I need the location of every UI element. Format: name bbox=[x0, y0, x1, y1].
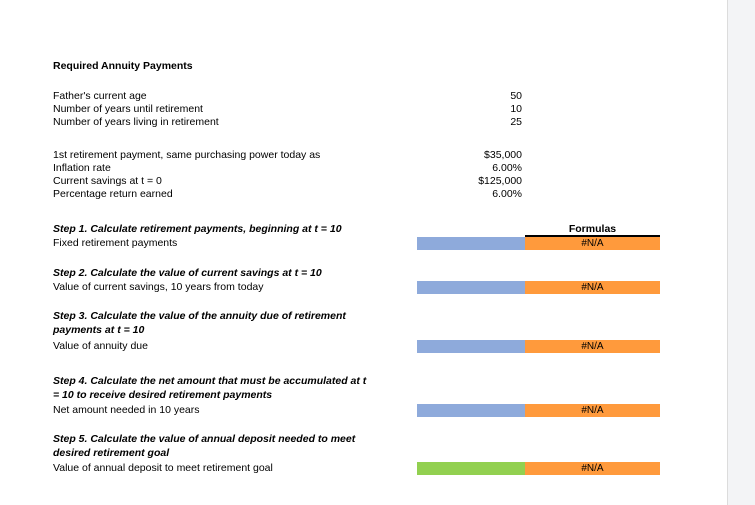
step-2-formula-cell[interactable]: #N/A bbox=[525, 281, 660, 294]
step-1-formula-cell[interactable]: #N/A bbox=[525, 237, 660, 250]
step-5-heading-line-1: Step 5. Calculate the value of annual deposit needed to meet bbox=[53, 433, 356, 445]
step-4-input-cell[interactable] bbox=[417, 404, 525, 417]
input-value-years-in[interactable]: 25 bbox=[510, 116, 522, 128]
input-value-age[interactable]: 50 bbox=[510, 90, 522, 102]
step-3-formula-cell[interactable]: #N/A bbox=[525, 340, 660, 353]
step-2-row-label: Value of current savings, 10 years from today bbox=[53, 281, 264, 293]
assumption-value-payment[interactable]: $35,000 bbox=[484, 149, 522, 161]
assumption-value-savings[interactable]: $125,000 bbox=[478, 175, 522, 187]
step-4-heading-line-2: = 10 to receive desired retirement payments bbox=[53, 389, 273, 401]
step-5-row-label: Value of annual deposit to meet retirement goal bbox=[53, 462, 273, 474]
assumption-label-inflation: Inflation rate bbox=[53, 162, 111, 174]
step-3-input-cell[interactable] bbox=[417, 340, 525, 353]
step-2-input-cell[interactable] bbox=[417, 281, 525, 294]
assumption-label-payment: 1st retirement payment, same purchasing power today as bbox=[53, 149, 321, 161]
assumption-value-inflation[interactable]: 6.00% bbox=[492, 162, 522, 174]
step-1-heading: Step 1. Calculate retirement payments, beginning at t = 10 bbox=[53, 223, 342, 235]
input-label-years-in: Number of years living in retirement bbox=[53, 116, 219, 128]
step-1-input-cell[interactable] bbox=[417, 237, 525, 250]
step-3-heading-line-2: payments at t = 10 bbox=[53, 324, 145, 336]
assumption-value-return[interactable]: 6.00% bbox=[492, 188, 522, 200]
step-3-heading-line-1: Step 3. Calculate the value of the annuity due of retirement bbox=[53, 310, 346, 322]
assumption-label-savings: Current savings at t = 0 bbox=[53, 175, 162, 187]
step-4-heading-line-1: Step 4. Calculate the net amount that must be accumulated at t bbox=[53, 375, 367, 387]
input-label-age: Father's current age bbox=[53, 90, 147, 102]
formulas-header: Formulas bbox=[568, 223, 617, 235]
scrollbar-panel[interactable] bbox=[727, 0, 755, 505]
step-5-formula-cell[interactable]: #N/A bbox=[525, 462, 660, 475]
assumption-label-return: Percentage return earned bbox=[53, 188, 173, 200]
step-5-heading-line-2: desired retirement goal bbox=[53, 447, 170, 459]
step-4-row-label: Net amount needed in 10 years bbox=[53, 404, 200, 416]
input-label-years-until: Number of years until retirement bbox=[53, 103, 203, 115]
sheet-title: Required Annuity Payments bbox=[53, 60, 193, 72]
step-5-goal-cell[interactable] bbox=[417, 462, 525, 475]
step-4-formula-cell[interactable]: #N/A bbox=[525, 404, 660, 417]
step-2-heading: Step 2. Calculate the value of current savings at t = 10 bbox=[53, 267, 322, 279]
step-3-row-label: Value of annuity due bbox=[53, 340, 148, 352]
step-1-row-label: Fixed retirement payments bbox=[53, 237, 178, 249]
input-value-years-until[interactable]: 10 bbox=[510, 103, 522, 115]
